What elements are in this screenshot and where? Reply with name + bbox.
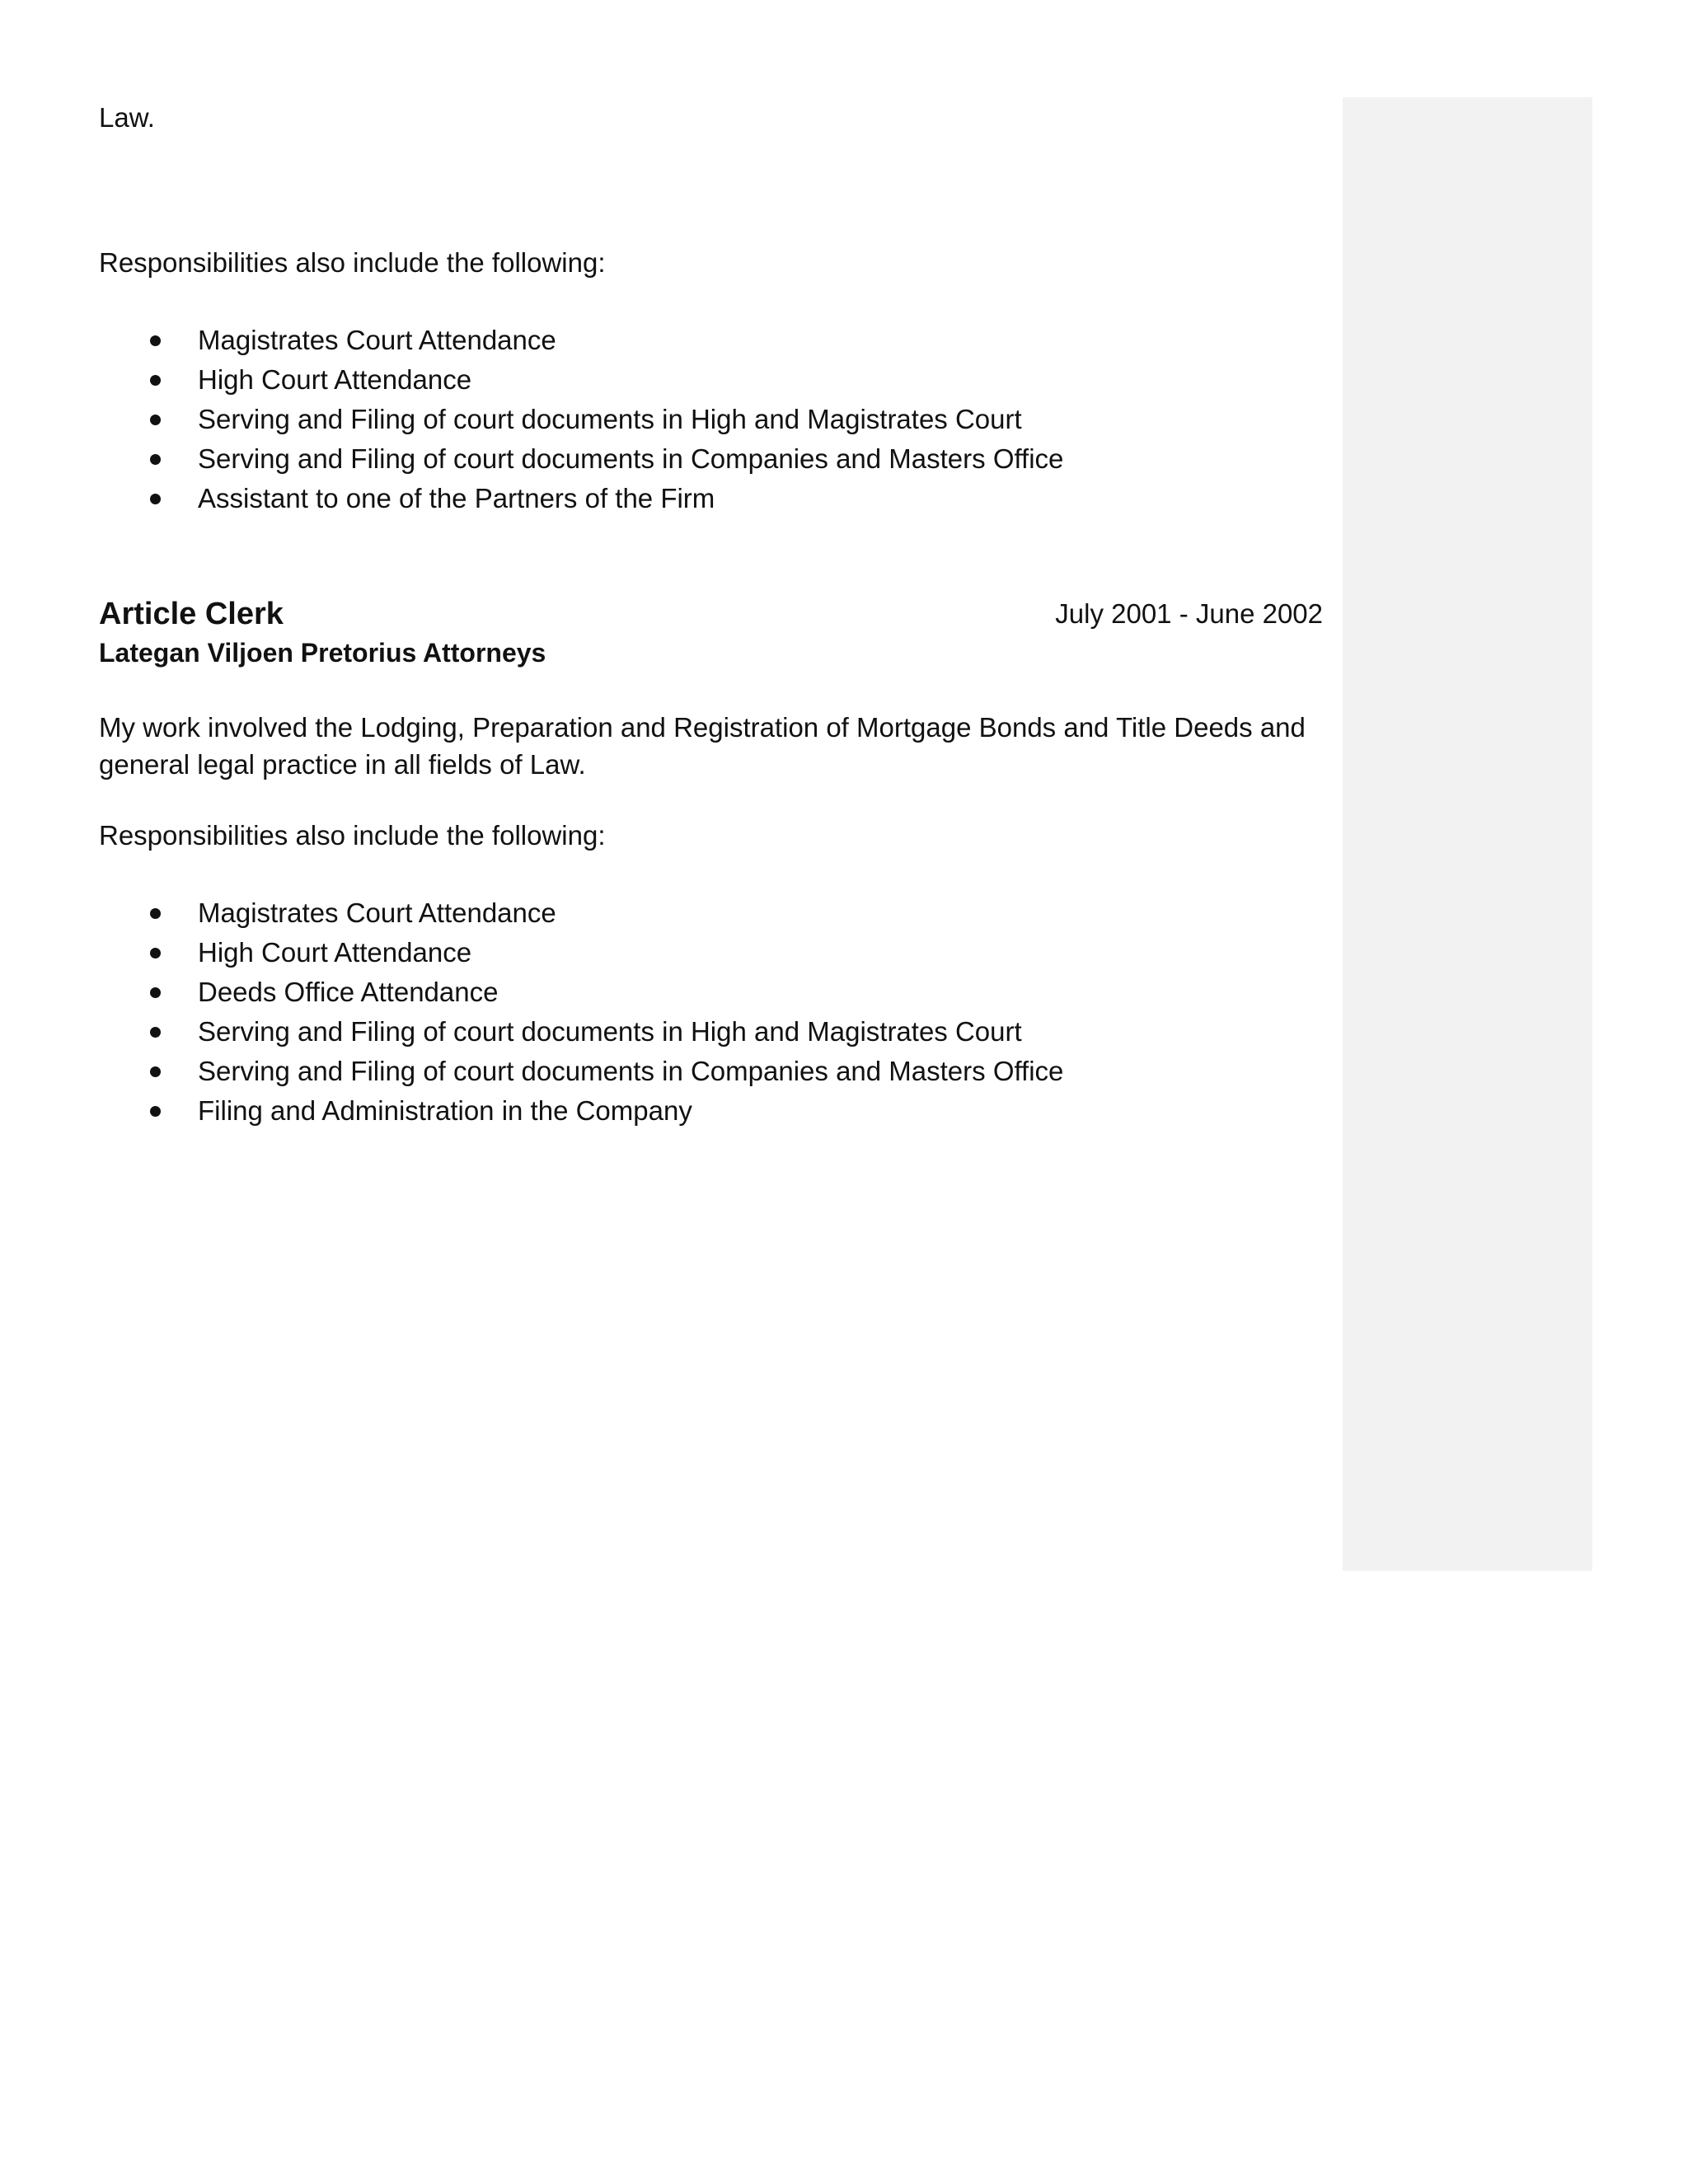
list-item-text: Serving and Filing of court documents in Companies and Masters Office [198, 443, 1064, 474]
list-item [99, 893, 1063, 933]
list-item-text: Serving and Filing of court documents in High and Magistrates Court [198, 404, 1022, 434]
list-item-text: Deeds Office Attendance [198, 977, 499, 1007]
list-item-text: High Court Attendance [198, 364, 472, 395]
responsibilities-intro-1: Responsibilities also include the following: [99, 247, 606, 278]
list-item-text: Serving and Filing of court documents in Companies and Masters Office [198, 1056, 1064, 1086]
job-dates: July 2001 - June 2002 [1055, 598, 1323, 629]
list-item [99, 400, 1063, 439]
bullet-icon [150, 1066, 161, 1077]
continued-text: Law. [99, 102, 155, 133]
bullet-icon [150, 1106, 161, 1117]
list-item-text: Magistrates Court Attendance [198, 325, 556, 355]
list-item [99, 1091, 1063, 1131]
job-description [99, 709, 1335, 783]
list-item [99, 1052, 1063, 1091]
bullet-icon [150, 987, 161, 998]
list-item [99, 360, 1063, 400]
job-description-line: general legal practice in all fields of Law. [99, 749, 586, 780]
list-item [99, 321, 1063, 360]
sidebar-panel [1343, 97, 1592, 1571]
list-item-text: Serving and Filing of court documents in High and Magistrates Court [198, 1016, 1022, 1047]
list-item [99, 972, 1063, 1012]
responsibilities-intro-2: Responsibilities also include the following: [99, 820, 606, 851]
list-item [99, 1012, 1063, 1052]
responsibilities-list-2 [99, 893, 1063, 1131]
bullet-icon [150, 415, 161, 425]
bullet-icon [150, 948, 161, 958]
list-item-text: Assistant to one of the Partners of the Firm [198, 483, 715, 513]
bullet-icon [150, 1027, 161, 1038]
bullet-icon [150, 454, 161, 465]
job-description-line: My work involved the Lodging, Preparation and Registration of Mortgage Bonds and Title Deeds and [99, 712, 1306, 743]
list-item [99, 479, 1063, 518]
list-item-text: Filing and Administration in the Company [198, 1095, 692, 1126]
bullet-icon [150, 494, 161, 504]
bullet-icon [150, 908, 161, 919]
list-item [99, 933, 1063, 972]
job-title: Article Clerk [99, 597, 284, 631]
list-item [99, 439, 1063, 479]
company-name: Lategan Viljoen Pretorius Attorneys [99, 638, 546, 668]
list-item-text: Magistrates Court Attendance [198, 898, 556, 928]
bullet-icon [150, 375, 161, 386]
list-item-text: High Court Attendance [198, 937, 472, 968]
bullet-icon [150, 335, 161, 346]
responsibilities-list-1 [99, 321, 1063, 518]
